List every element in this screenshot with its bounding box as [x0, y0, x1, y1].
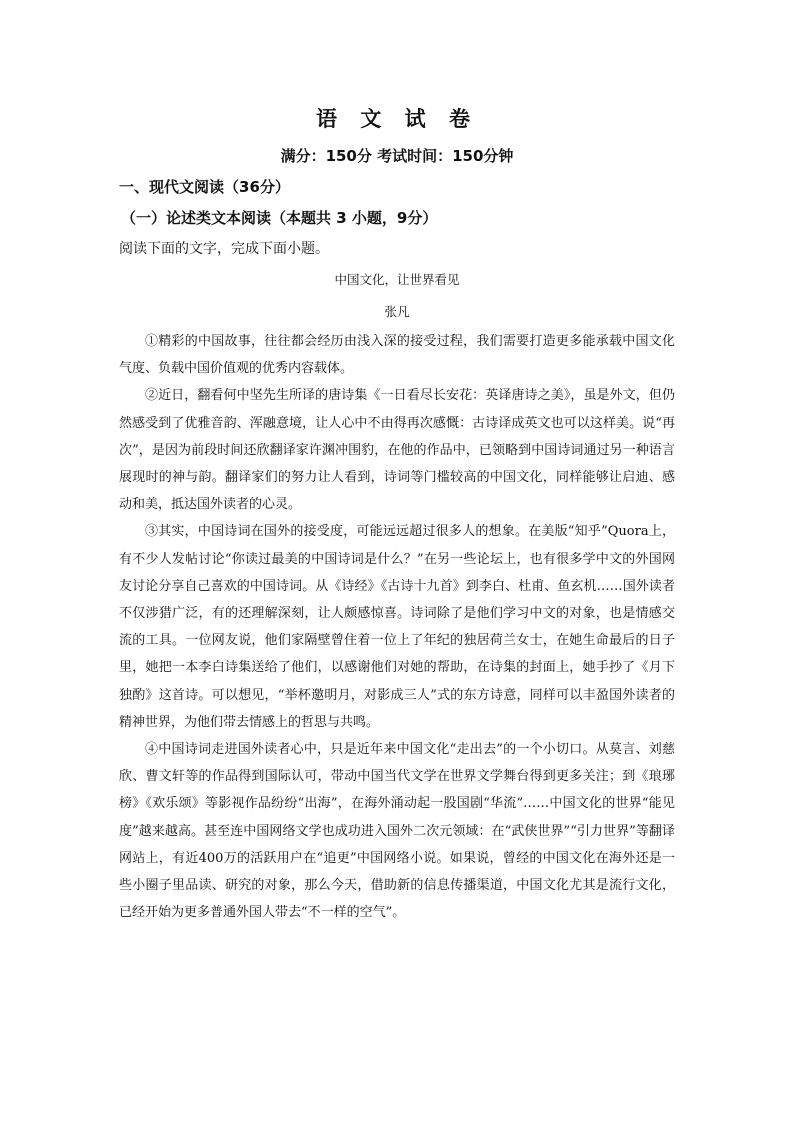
- exam-title: 语 文 试 卷: [316, 107, 478, 131]
- section-heading-modern-reading: 一、现代文阅读（36分）: [119, 178, 290, 196]
- paragraph-1: ①精彩的中国故事，往往都会经历由浅入深的接受过程，我们需要打造更多能承载中国文化气度、负载中国价值观的优秀内容载体。: [119, 334, 675, 377]
- exam-score-time: 满分：150分 考试时间：150分钟: [280, 147, 514, 165]
- article-title: 中国文化，让世界看见: [334, 272, 460, 287]
- article-body: [119, 328, 675, 926]
- subsection-heading-argumentative: （一）论述类文本阅读（本题共 3 小题，9分）: [121, 209, 438, 227]
- paragraph-2: ②近日，翻看何中坚先生所译的唐诗集《一日看尽长安花：英译唐诗之美》，虽是外文，但仍然感受到了优雅音韵、浑融意境，让人心中不由得再次感慨：古诗译成英文也可以这样美。说“再次”，是因为前段时间还欣翻译家许渊冲围豹，在他的作品中，已领略到中国诗词通过另一种语言展现时的神与韵。翻译家们的努力让人看到，诗词等门槛较高的中国文化，同样能够让启迪、感动和美，抵达国外读者的心灵。: [119, 388, 675, 513]
- paragraph-4: ④中国诗词走进国外读者心中，只是近年来中国文化“走出去”的一个小切口。从莫言、刘慈欣、曹文轩等的作品得到国际认可，带动中国当代文学在世界文学舞台得到更多关注；到《琅琊榜》《欢乐颂》等影视作品纷纷“出海”，在海外涌动起一股国剧“华流”……中国文化的世界“能见度”越来越高。甚至连中国网络文学也成功进入国外二次元领域：在“武侠世界”“引力世界”等翻译网站上，有近400万的活跃用户在“追更”中国网络小说。如果说，曾经的中国文化在海外还是一些小圈子里品读、研究的对象，那么今天，借助新的信息传播渠道，中国文化尤其是流行文化，已经开始为更多普通外国人带去“不一样的空气”。: [119, 742, 675, 921]
- paragraph-3: ③其实，中国诗词在国外的接受度，可能远远超过很多人的想象。在美版“知乎”Quora上，有不少人发帖讨论“你读过最美的中国诗词是什么？”在另一些论坛上，也有很多学中文的外国网友讨论分享自己喜欢的中国诗词。从《诗经》《古诗十九首》到李白、杜甫、鱼玄机……国外读者不仅涉猎广泛，有的还理解深刻，让人颇感惊喜。诗词除了是他们学习中文的对象，也是情感交流的工具。一位网友说，他们家隔壁曾住着一位上了年纪的独居荷兰女士，在她生命最后的日子里，她把一本李白诗集送给了他们，以感谢他们对她的帮助，在诗集的封面上，她手抄了《月下独酌》这首诗。可以想见，“举杯邀明月，对影成三人”式的东方诗意，同样可以丰盈国外读者的精神世界，为他们带去情感上的哲思与共鸣。: [119, 524, 675, 730]
- article-author: 张凡: [384, 304, 410, 319]
- reading-instruction: 阅读下面的文字，完成下面小题。: [119, 241, 329, 257]
